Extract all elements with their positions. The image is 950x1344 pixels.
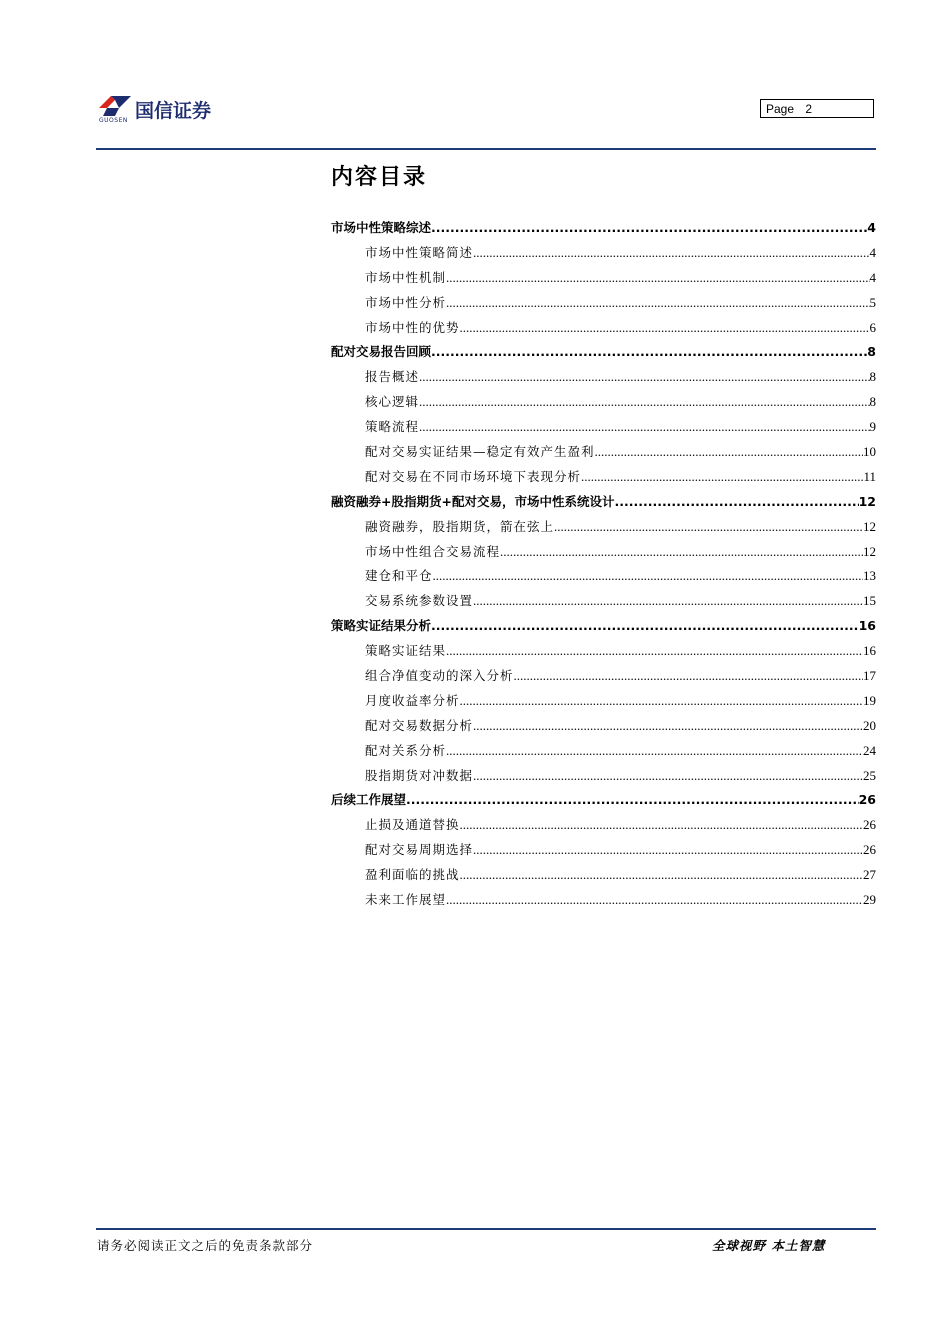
- toc-subsection-entry[interactable]: [331, 565, 876, 590]
- toc-leader-dots: [433, 565, 863, 587]
- toc-entry-title: 配对交易数据分析: [365, 717, 474, 733]
- table-of-contents: [331, 217, 876, 914]
- toc-entry-page: 4: [869, 269, 876, 285]
- toc-subsection-entry[interactable]: [331, 541, 876, 566]
- toc-entry-title: 策略实证结果: [365, 643, 447, 659]
- toc-entry-title: 月度收益率分析: [365, 692, 460, 708]
- toc-subsection-entry[interactable]: [331, 640, 876, 665]
- toc-entry-page: 19: [863, 692, 876, 708]
- toc-leader-dots: [431, 217, 867, 239]
- toc-subsection-entry[interactable]: [331, 889, 876, 914]
- footer-slogan: 全球视野 本土智慧: [712, 1238, 826, 1253]
- page-title: 内容目录: [331, 165, 428, 190]
- toc-subsection-entry[interactable]: [331, 715, 876, 740]
- toc-leader-dots: [446, 292, 869, 314]
- toc-leader-dots: [473, 590, 863, 612]
- toc-subsection-entry[interactable]: [331, 267, 876, 292]
- toc-entry-page: 26: [863, 842, 876, 858]
- toc-entry-page: 26: [863, 817, 876, 833]
- toc-leader-dots: [614, 491, 858, 513]
- toc-subsection-entry[interactable]: [331, 516, 876, 541]
- toc-entry-title: 市场中性组合交易流程: [365, 543, 501, 559]
- toc-entry-page: 12: [863, 543, 876, 559]
- company-logo: [97, 92, 237, 132]
- toc-section-entry[interactable]: [331, 217, 876, 242]
- toc-leader-dots: [419, 416, 869, 438]
- toc-leader-dots: [581, 466, 863, 488]
- toc-subsection-entry[interactable]: [331, 864, 876, 889]
- toc-leader-dots: [419, 391, 869, 413]
- toc-subsection-entry[interactable]: [331, 292, 876, 317]
- footer-rule: [96, 1228, 876, 1230]
- toc-leader-dots: [473, 839, 863, 861]
- toc-entry-title: 配对交易报告回顾: [331, 344, 432, 360]
- toc-subsection-entry[interactable]: [331, 366, 876, 391]
- toc-entry-page: 16: [863, 643, 876, 659]
- toc-subsection-entry[interactable]: [331, 590, 876, 615]
- toc-entry-title: 配对关系分析: [365, 742, 447, 758]
- toc-leader-dots: [460, 690, 863, 712]
- toc-entry-page: 4: [869, 244, 876, 260]
- toc-entry-page: 20: [863, 717, 876, 733]
- toc-entry-page: 25: [863, 767, 876, 783]
- toc-entry-title: 组合净值变动的深入分析: [365, 668, 514, 684]
- toc-subsection-entry[interactable]: [331, 242, 876, 267]
- toc-entry-page: 8: [867, 344, 876, 360]
- header-rule: [96, 148, 876, 150]
- toc-subsection-entry[interactable]: [331, 441, 876, 466]
- toc-entry-page: 12: [858, 493, 876, 509]
- toc-entry-title: 配对交易周期选择: [365, 842, 474, 858]
- toc-leader-dots: [500, 541, 863, 563]
- toc-subsection-entry[interactable]: [331, 814, 876, 839]
- toc-subsection-entry[interactable]: [331, 665, 876, 690]
- toc-entry-page: 26: [858, 792, 876, 808]
- toc-leader-dots: [473, 242, 869, 264]
- toc-leader-dots: [446, 889, 863, 911]
- toc-entry-title: 配对交易在不同市场环境下表现分析: [365, 468, 582, 484]
- toc-entry-page: 6: [869, 319, 876, 335]
- toc-entry-title: 止损及通道替换: [365, 817, 460, 833]
- toc-leader-dots: [514, 665, 863, 687]
- toc-entry-page: 8: [869, 394, 876, 410]
- toc-entry-page: 10: [863, 444, 876, 460]
- toc-entry-page: 4: [867, 220, 876, 235]
- toc-entry-title: 核心逻辑: [365, 394, 420, 410]
- toc-entry-title: 报告概述: [365, 369, 420, 385]
- toc-leader-dots: [446, 640, 863, 662]
- toc-entry-page: 11: [863, 468, 876, 484]
- toc-entry-page: 15: [863, 593, 876, 609]
- toc-section-entry[interactable]: [331, 341, 876, 366]
- toc-entry-title: 市场中性的优势: [365, 319, 460, 335]
- toc-entry-page: 9: [869, 419, 876, 435]
- toc-subsection-entry[interactable]: [331, 391, 876, 416]
- toc-leader-dots: [460, 814, 863, 836]
- toc-entry-page: 17: [863, 668, 876, 684]
- toc-entry-title: 融资融券+股指期货+配对交易，市场中性系统设计: [331, 493, 615, 509]
- toc-entry-title: 市场中性策略综述: [331, 220, 432, 235]
- page-label: Page: [766, 102, 795, 116]
- toc-entry-title: 未来工作展望: [365, 892, 447, 908]
- page-number: 2: [805, 102, 813, 116]
- toc-entry-title: 盈利面临的挑战: [365, 867, 460, 883]
- toc-section-entry[interactable]: [331, 491, 876, 516]
- toc-subsection-entry[interactable]: [331, 416, 876, 441]
- toc-leader-dots: [431, 615, 859, 637]
- toc-entry-title: 策略实证结果分析: [331, 618, 432, 634]
- toc-leader-dots: [419, 366, 869, 388]
- toc-entry-title: 后续工作展望: [331, 792, 407, 808]
- toc-entry-title: 策略流程: [365, 419, 420, 435]
- toc-entry-page: 8: [869, 369, 876, 385]
- toc-entry-title: 配对交易实证结果—稳定有效产生盈利: [365, 444, 595, 460]
- guosen-logo-icon: [97, 94, 133, 118]
- toc-entry-title: 市场中性机制: [365, 269, 447, 285]
- toc-subsection-entry[interactable]: [331, 765, 876, 790]
- page-indicator: [760, 99, 874, 118]
- toc-leader-dots: [431, 341, 867, 363]
- toc-entry-title: 股指期货对冲数据: [365, 767, 474, 783]
- toc-entry-title: 交易系统参数设置: [365, 593, 474, 609]
- logo-text: 国信证券: [135, 100, 212, 122]
- toc-subsection-entry[interactable]: [331, 839, 876, 864]
- toc-entry-title: 融资融券，股指期货，箭在弦上: [365, 518, 555, 534]
- toc-entry-page: 13: [863, 568, 876, 584]
- toc-section-entry[interactable]: [331, 789, 876, 814]
- toc-leader-dots: [473, 715, 863, 737]
- toc-leader-dots: [554, 516, 863, 538]
- toc-leader-dots: [406, 789, 859, 811]
- toc-leader-dots: [446, 267, 869, 289]
- toc-entry-title: 建仓和平仓: [365, 568, 433, 584]
- toc-entry-title: 市场中性分析: [365, 294, 447, 310]
- toc-subsection-entry[interactable]: [331, 690, 876, 715]
- toc-entry-page: 24: [863, 742, 876, 758]
- toc-leader-dots: [460, 864, 863, 886]
- toc-entry-page: 5: [869, 294, 876, 310]
- logo-subtext: GUOSEN: [99, 117, 128, 124]
- toc-entry-title: 市场中性策略简述: [365, 244, 474, 260]
- toc-leader-dots: [473, 765, 863, 787]
- toc-subsection-entry[interactable]: [331, 466, 876, 491]
- toc-leader-dots: [595, 441, 863, 463]
- toc-entry-page: 27: [863, 867, 876, 883]
- toc-leader-dots: [446, 740, 863, 762]
- toc-entry-page: 29: [863, 892, 876, 908]
- toc-entry-page: 12: [863, 518, 876, 534]
- toc-entry-page: 16: [858, 618, 876, 634]
- toc-leader-dots: [460, 317, 870, 339]
- toc-subsection-entry[interactable]: [331, 317, 876, 342]
- footer-disclaimer: 请务必阅读正文之后的免责条款部分: [97, 1238, 314, 1253]
- toc-section-entry[interactable]: [331, 615, 876, 640]
- toc-subsection-entry[interactable]: [331, 740, 876, 765]
